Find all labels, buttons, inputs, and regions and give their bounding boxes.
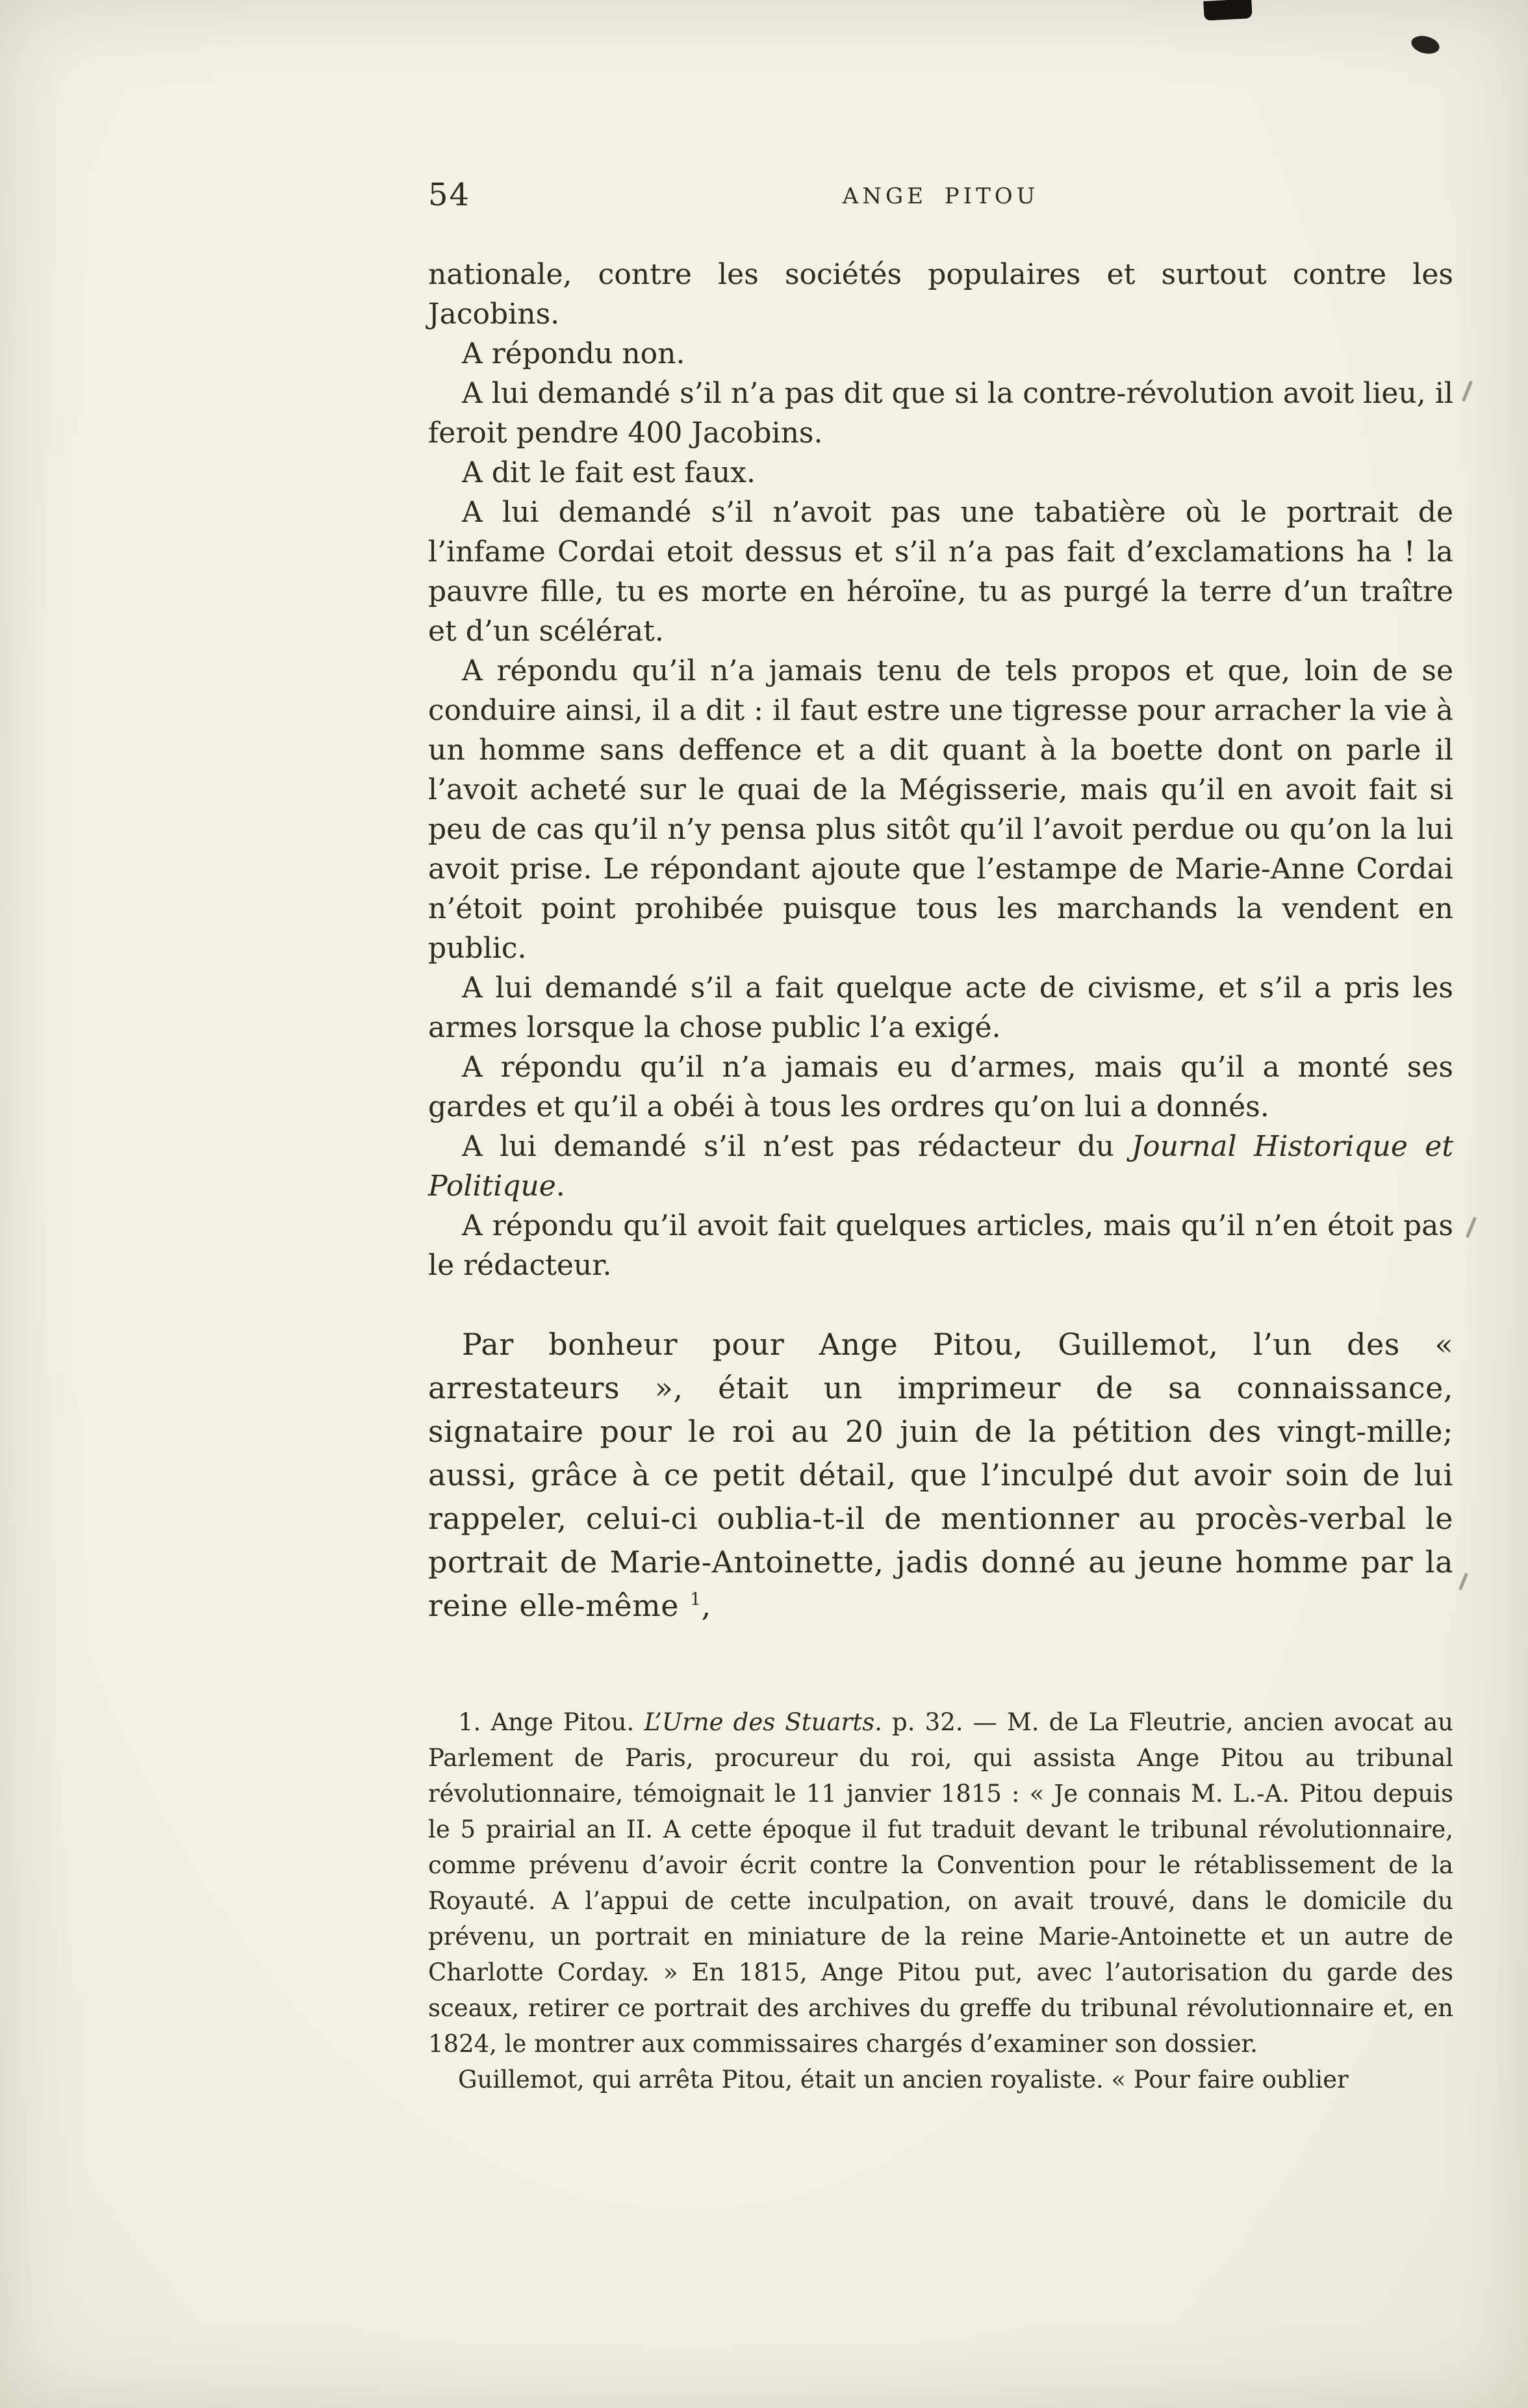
scan-mark [1466,1216,1477,1238]
scan-artifact [1410,33,1442,57]
scan-mark [1458,1572,1468,1591]
paragraph [428,334,1453,374]
text-segment: A lui demandé s’il n’est pas rédacteur du [462,1130,1132,1163]
paragraph [428,1127,1453,1206]
running-title: ANGE PITOU [842,183,1039,209]
footnotes [428,1704,1453,2097]
paragraph [428,2062,1453,2097]
paragraph [428,493,1453,651]
text-segment: A lui demandé s’il n’avoit pas une tabatière où le portrait de l’infame Cordai etoit dessus et s’il n’a pas fait d’exclamations ha ! la pauvre fille, tu es morte en héroïne, tu as purgé la terre d’un traître et d’un scélérat. [428,496,1453,648]
paragraph [428,1323,1453,1628]
text-segment: 1. Ange Pitou. [458,1708,644,1736]
text-segment: . [555,1170,565,1203]
paragraph [428,453,1453,493]
paragraph [428,374,1453,453]
page-header [428,177,1453,224]
italic-text: L’Urne des Stuarts. [644,1708,882,1736]
scan-mark [1462,380,1473,402]
text-segment: A répondu non. [462,337,685,370]
text-segment: A lui demandé s’il a fait quelque acte de civisme, et s’il a pris les armes lorsque la chose public l’a exigé. [428,971,1453,1044]
scan-artifact [1203,0,1252,21]
text-segment: A répondu qu’il n’a jamais tenu de tels propos et que, loin de se conduire ainsi, il a dit : il faut estre une tigresse pour arracher la vie à un homme sans deffence et a dit quant à la boette dont on parle il l’avoit acheté sur le quai de la Mégisserie, mais qu’il en avoit fait si peu de cas qu’il n’y pensa plus sitôt qu’il l’avoit perdue ou qu’on la lui avoit prise. Le répondant ajoute que l’estampe de Marie-Anne Cordai n’étoit point prohibée puisque tous les marchands la vendent en public. [428,654,1453,965]
text-segment: A répondu qu’il n’a jamais eu d’armes, mais qu’il a monté ses gardes et qu’il a obéi à tous les ordres qu’on lui a donnés. [428,1051,1453,1123]
page-number: 54 [428,177,471,213]
paragraph [428,1206,1453,1285]
footnote-reference: 1 [690,1589,702,1610]
paragraph [428,1704,1453,2062]
text-segment: A lui demandé s’il n’a pas dit que si la contre-révolution avoit lieu, il feroit pendre 400 Jacobins. [428,377,1453,450]
text-segment: p. 32. — M. de La Fleutrie, ancien avocat au Parlement de Paris, procureur du roi, qui assista Ange Pitou au tribunal révolutionnaire, témoignait le 11 janvier 1815 : « Je connais M. L.-A. Pitou depuis le 5 prairial an II. A cette époque il fut traduit devant le tribunal révolutionnaire, comme prévenu d’avoir écrit contre la Convention pour le rétablissement de la Royauté. A l’appui de cette inculpation, on avait trouvé, dans le domicile du prévenu, un portrait en miniature de la reine Marie-Antoinette et un autre de Charlotte Corday. » En 1815, Ange Pitou put, avec l’autorisation du garde des sceaux, retirer ce portrait des archives du greffe du tribunal révolutionnaire et, en 1824, le montrer aux commissaires chargés d’examiner son dossier. [428,1708,1454,2058]
text-segment: Par bonheur pour Ange Pitou, Guillemot, l’un des « arrestateurs », était un imprimeur de sa connaissance, signataire pour le roi au 20 juin de la pétition des vingt-mille; aussi, grâce à ce petit détail, que l’inculpé dut avoir soin de lui rappeler, celui-ci oublia-t-il de mentionner au procès-verbal le portrait de Marie-Antoinette, jadis donné au jeune homme par la reine elle-même [428,1327,1453,1623]
paragraph [428,651,1453,968]
italic-text: Journal Historique et Politique [428,1130,1454,1203]
text-segment: A répondu qu’il avoit fait quelques articles, mais qu’il n’en étoit pas le rédacteur. [428,1209,1453,1282]
paragraph [428,255,1453,334]
paragraph [428,968,1453,1047]
text-segment: nationale, contre les sociétés populaires et surtout contre les Jacobins. [428,258,1453,331]
text-block [428,177,1453,2097]
body-text [428,255,1453,1628]
text-segment: , [701,1588,711,1623]
text-segment: Guillemot, qui arrêta Pitou, était un ancien royaliste. « Pour faire oublier [458,2066,1349,2094]
text-segment: A dit le fait est faux. [462,456,756,489]
paragraph [428,1047,1453,1127]
